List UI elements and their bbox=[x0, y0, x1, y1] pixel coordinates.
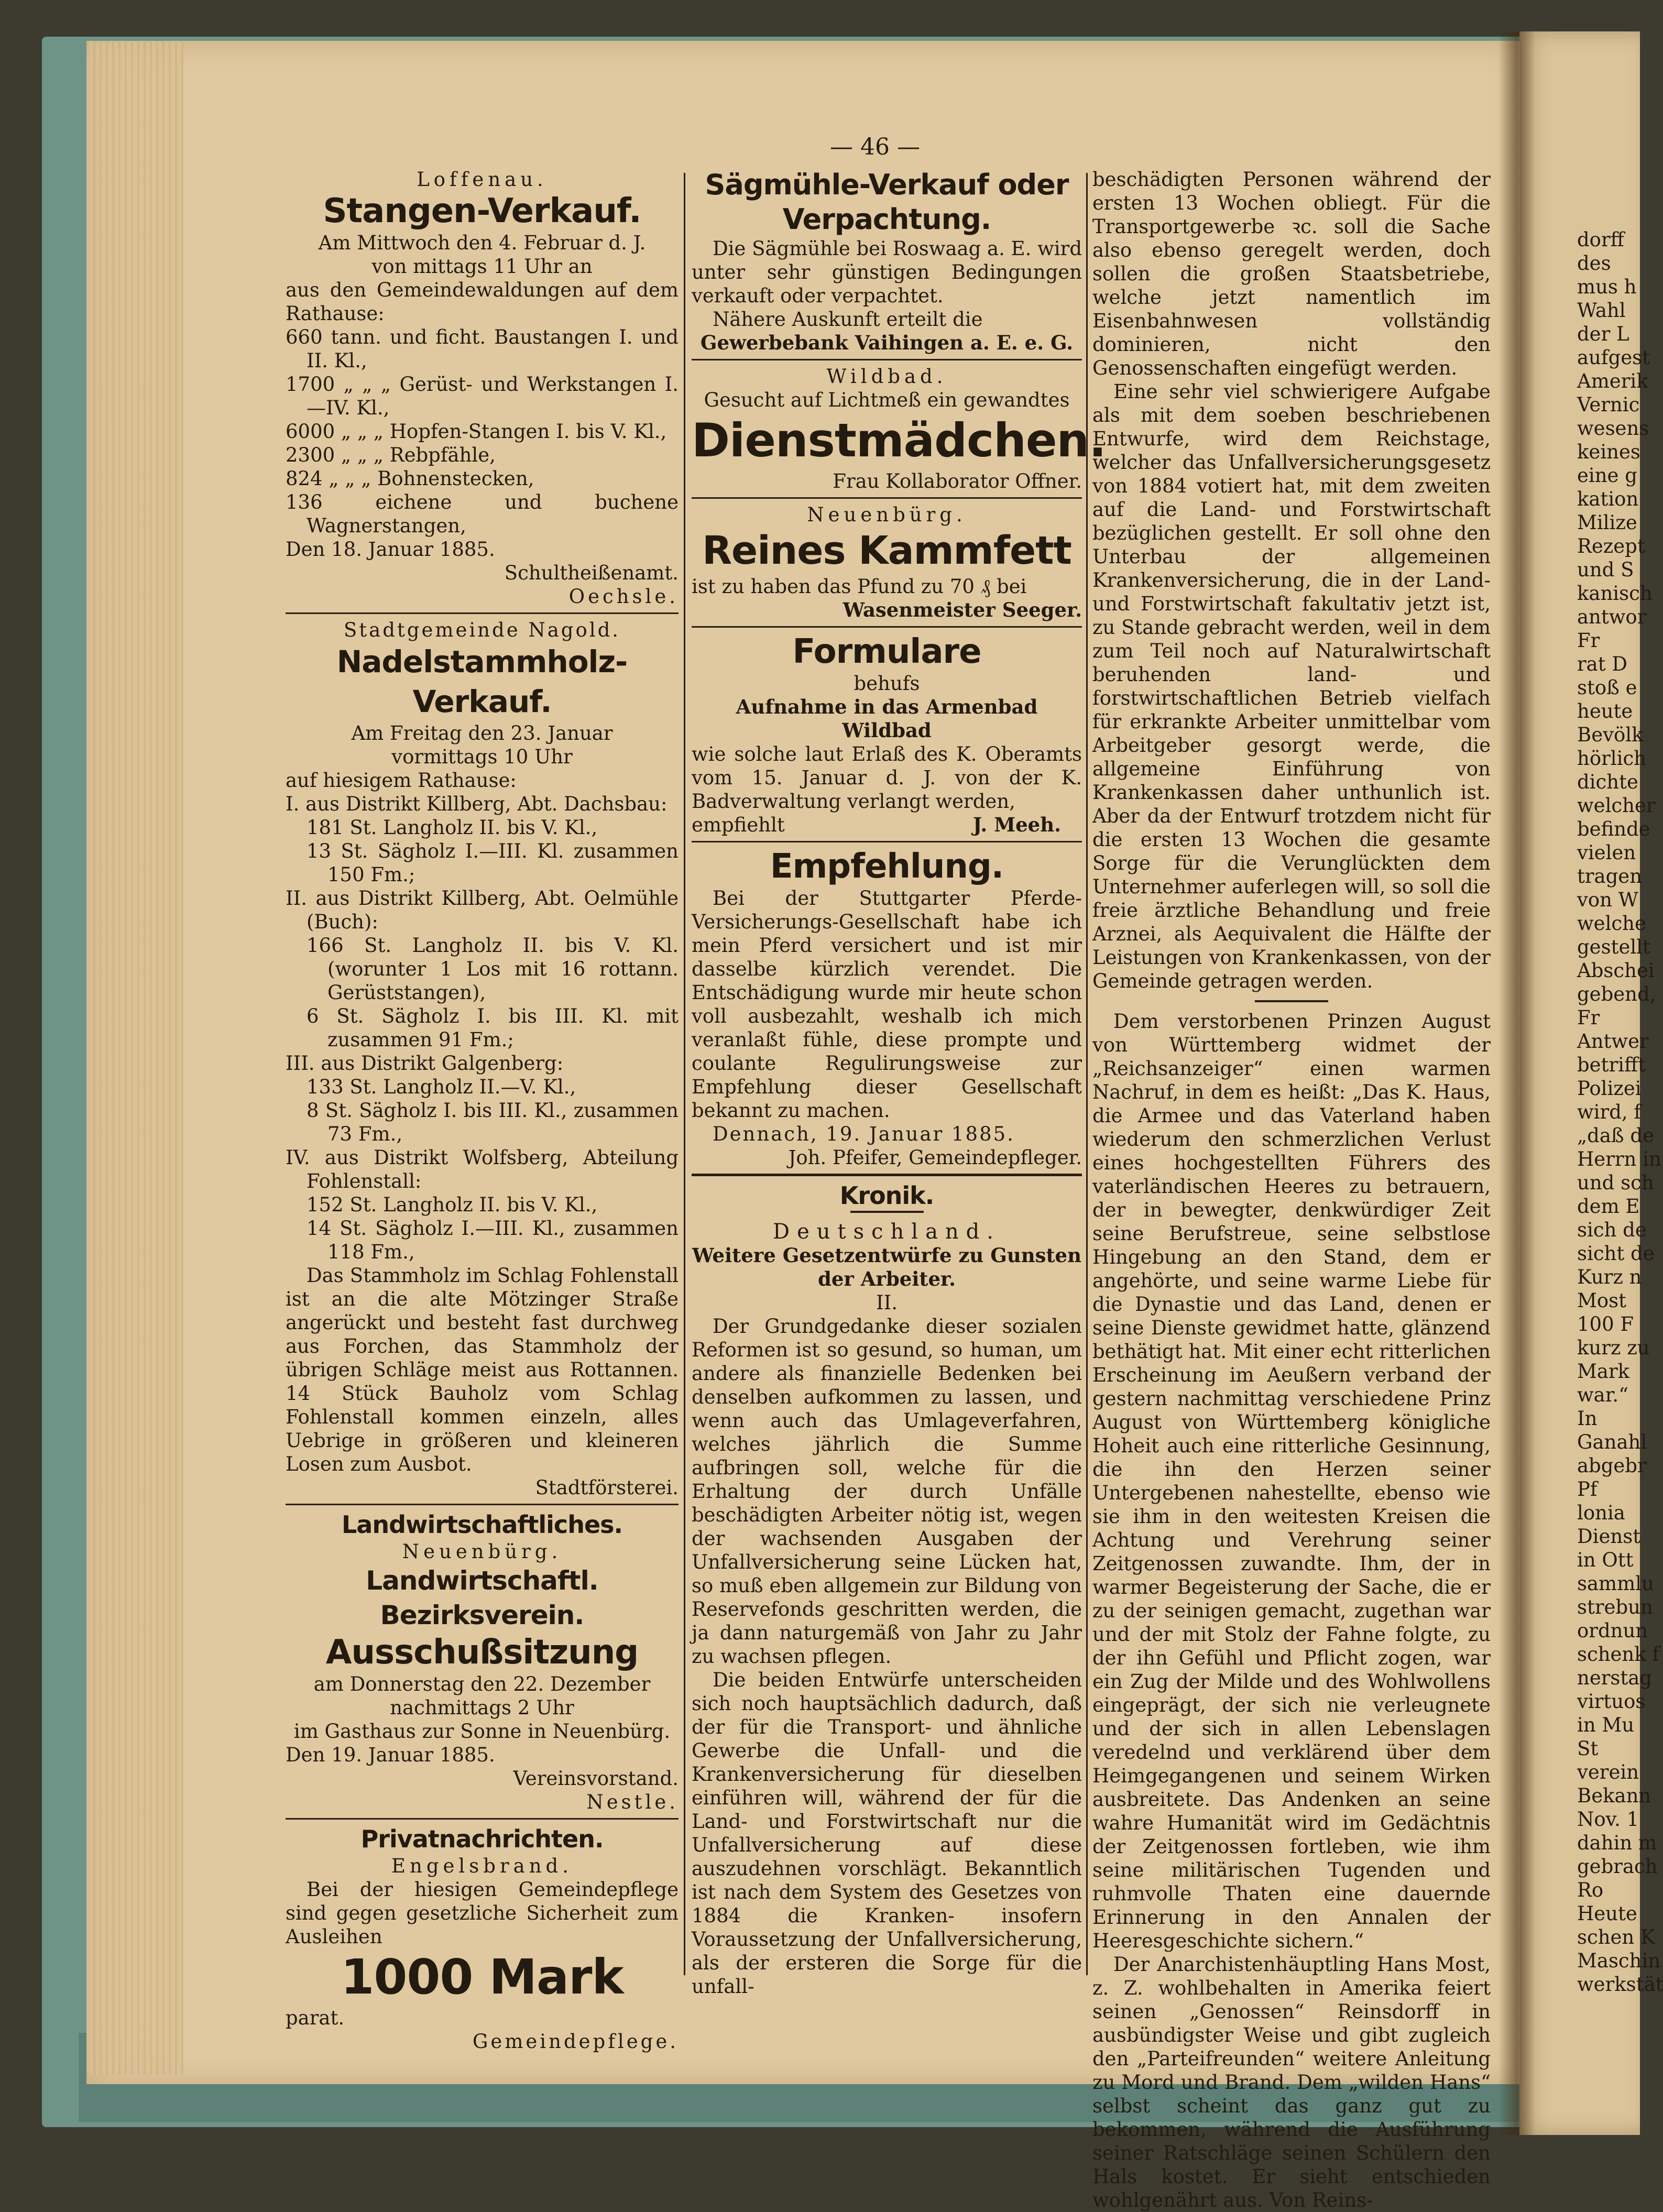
adjacent-page-line: rat D bbox=[1577, 653, 1628, 675]
adjacent-page-line: virtuos bbox=[1577, 1690, 1646, 1713]
page-edges bbox=[89, 42, 183, 2075]
ad-signature: J. Meeh. bbox=[972, 813, 1061, 836]
ad-date: Den 19. Januar 1885. bbox=[286, 1744, 495, 1766]
ad-body: Das Stammholz im Schlag Fohlenstall ist an die alte Mötzinger Straße angerückt und besteht fast durchweg aus Forchen, das Stammholz der übrigen Schläge meist aus Rottannen. 14 Stück Bauholz vom Schlag Fohlenstall kommen einzeln, alles Uebrige in größeren und kleineren Losen zum Ausbot. bbox=[286, 1264, 679, 1475]
divider bbox=[692, 359, 1082, 360]
adjacent-page-line: dorff bbox=[1577, 228, 1624, 251]
adjacent-page-line: gebend, bbox=[1577, 983, 1656, 1005]
ad-item: 152 St. Langholz II. bis V. Kl., bbox=[307, 1193, 598, 1216]
article-paragraph: Die beiden Entwürfe unterscheiden sich noch hauptsächlich dadurch, daß der für die Transport- und ähnliche Gewerbe die Unfall- und die Krankenversicherung für dieselben einführen will, während der für die Land- und Forstwirtschaft nur die Unfallversicherung auf diese auszudehnen vorschlägt. Bekanntlich ist nach dem System des Gesetzes von 1884 die Kranken- insofern Voraussetzung der Unfallversicherung, als der ersteren die Sorge für die unfall- bbox=[692, 1669, 1082, 1998]
adjacent-page-line: wird, f bbox=[1577, 1101, 1642, 1123]
adjacent-page-line: Most bbox=[1577, 1289, 1627, 1312]
adjacent-page-line: vielen bbox=[1577, 841, 1636, 864]
adjacent-page-line: in Ott bbox=[1577, 1549, 1634, 1571]
ad-big-text: Empfehlung. bbox=[770, 847, 1004, 886]
ad-title: Stangen-Verkauf. bbox=[323, 192, 641, 231]
divider bbox=[286, 1504, 679, 1505]
adjacent-page-line: kation bbox=[1577, 488, 1639, 510]
ad-bezirksverein bbox=[286, 1540, 679, 1814]
ad-signature: Vereinsvorstand. bbox=[513, 1767, 679, 1790]
adjacent-page-line: dem E bbox=[1577, 1195, 1640, 1218]
article-kronik bbox=[692, 1180, 1082, 1998]
adjacent-page-line: wesens bbox=[1577, 417, 1649, 440]
ad-item: 660 tann. und ficht. Baustangen I. und II. Kl., bbox=[286, 326, 679, 372]
article-paragraph: Der Grundgedanke dieser sozialen Reformen ist so gesund, so human, um andere als finanzielle Bedenken bei denselben aufkommen zu lassen, und wenn auch das Umlageverfahren, welches jährlich die Summe aufbringen soll, welche für die Erhaltung der durch Unfälle beschädigten Arbeiter nötig ist, wegen der wachsenden Ausgaben der Unfallversicherung seine Lücken hat, so muß eben allgemein zur Bildung von Reservefonds geschritten werden, die ja dann naturgemäß von Jahr zu Jahr zu wachsen pflegen. bbox=[692, 1315, 1082, 1668]
ad-line: Am Mittwoch den 4. Februar d. J. bbox=[318, 232, 646, 254]
ad-formulare bbox=[692, 632, 1082, 837]
adjacent-page-line: Vernic bbox=[1577, 393, 1640, 416]
ad-item: 2300 „ „ „ Rebpfähle, bbox=[286, 444, 496, 466]
adjacent-page-line: Bekann bbox=[1577, 1784, 1651, 1807]
ad-place: Stadtgemeinde Nagold. bbox=[343, 619, 621, 641]
adjacent-page-line: „daß de bbox=[1577, 1124, 1654, 1147]
ad-line: im Gasthaus zur Sonne in Neuenbürg. bbox=[293, 1720, 671, 1743]
adjacent-page-line: Fr bbox=[1577, 629, 1600, 652]
ad-item: 133 St. Langholz II.—V. Kl., bbox=[307, 1076, 576, 1098]
divider bbox=[692, 1174, 1082, 1176]
ad-place: Neuenbürg. bbox=[402, 1540, 562, 1563]
adjacent-page-line: Amerik bbox=[1577, 370, 1648, 392]
ad-signature: Schultheißenamt. bbox=[504, 562, 679, 584]
adjacent-page-line: Polizei bbox=[1577, 1077, 1642, 1100]
ad-signature: Nestle. bbox=[586, 1791, 679, 1813]
ad-body: ist zu haben das Pfund zu 70 ₰ bei bbox=[692, 575, 1027, 598]
adjacent-page-line: Herrn in bbox=[1577, 1148, 1661, 1170]
adjacent-page-line: Kurz n bbox=[1577, 1266, 1642, 1288]
adjacent-page-line: hörlich bbox=[1577, 747, 1647, 770]
ad-line: auf hiesigem Rathause: bbox=[286, 769, 517, 792]
adjacent-page-line: dichte bbox=[1577, 771, 1638, 793]
adjacent-page-line: sicht de bbox=[1577, 1242, 1655, 1265]
adjacent-page-line: ordnun bbox=[1577, 1619, 1648, 1642]
ad-line: nachmittags 2 Uhr bbox=[390, 1696, 574, 1719]
adjacent-page-line: dahin m bbox=[1577, 1832, 1657, 1854]
ad-signature: Stadtförsterei. bbox=[535, 1476, 679, 1499]
ad-dienstmaedchen bbox=[692, 365, 1106, 493]
ad-item: 824 „ „ „ Bohnenstecken, bbox=[286, 467, 534, 490]
adjacent-page-line: befinde bbox=[1577, 818, 1650, 840]
adjacent-page-line: Abschei bbox=[1577, 959, 1655, 982]
adjacent-page-line: von W bbox=[1577, 889, 1638, 911]
adjacent-page-text bbox=[1577, 228, 1663, 1996]
section-heading-kronik: Kronik. bbox=[839, 1181, 934, 1210]
adjacent-page-line: abgebr bbox=[1577, 1454, 1647, 1477]
adjacent-page-line: gebrach bbox=[1577, 1855, 1658, 1878]
ad-item: 13 St. Sägholz I.—III. Kl. zusammen 150 Fm.; bbox=[307, 840, 679, 886]
ad-item: 166 St. Langholz II. bis V. Kl. (worunter 1 Los mit 16 rottann. Gerüststangen), bbox=[307, 934, 679, 1004]
adjacent-page-line: Ro bbox=[1577, 1879, 1604, 1901]
ad-item: 1700 „ „ „ Gerüst- und Werkstangen I.—IV. Kl., bbox=[286, 373, 679, 419]
adjacent-page-line: betrifft bbox=[1577, 1054, 1646, 1076]
ad-date: Dennach, 19. Januar 1885. bbox=[713, 1123, 1015, 1145]
adjacent-page-line: kanisch bbox=[1577, 582, 1653, 605]
ad-title: Nadelstammholz-Verkauf. bbox=[336, 644, 628, 719]
adjacent-page-line: welche bbox=[1577, 912, 1646, 935]
ad-signature: Gemeindepflege. bbox=[472, 2030, 679, 2053]
article-country: Deutschland. bbox=[773, 1220, 1001, 1244]
ad-title: Landwirtschaftl. Bezirksverein. bbox=[366, 1565, 598, 1630]
ad-big-text: Formulare bbox=[792, 632, 981, 671]
ad-place: Wildbad. bbox=[826, 365, 947, 388]
adjacent-page-line: in Mu bbox=[1577, 1714, 1635, 1736]
adjacent-page-line: lonia bbox=[1577, 1502, 1625, 1524]
adjacent-page-line: Wahl bbox=[1577, 299, 1626, 322]
adjacent-page-line: strebun bbox=[1577, 1596, 1653, 1618]
adjacent-page-line: verein bbox=[1577, 1761, 1639, 1783]
adjacent-page-line: und sch bbox=[1577, 1171, 1654, 1194]
adjacent-page-line: eine g bbox=[1577, 464, 1637, 487]
adjacent-page-line: stoß e bbox=[1577, 676, 1637, 699]
ad-line: parat. bbox=[286, 2007, 345, 2029]
ad-item: 6 St. Sägholz I. bis III. Kl. mit zusammen 91 Fm.; bbox=[307, 1005, 679, 1051]
ad-item: IV. aus Distrikt Wolfsberg, Abteilung Fohlenstall: bbox=[286, 1146, 679, 1192]
adjacent-page-line: aufgest bbox=[1577, 346, 1650, 369]
adjacent-page-line: Heute bbox=[1577, 1902, 1637, 1925]
adjacent-page-line: sammlu bbox=[1577, 1572, 1654, 1595]
section-heading-agriculture: Landwirtschaftliches. bbox=[341, 1510, 622, 1539]
adjacent-page-line: war.“ bbox=[1577, 1384, 1629, 1406]
adjacent-page-line: schenk f bbox=[1577, 1643, 1660, 1666]
ad-nadelstammholz bbox=[286, 618, 679, 1499]
ad-line: aus den Gemeindewaldungen auf dem Rathause: bbox=[286, 279, 679, 325]
divider bbox=[286, 612, 679, 614]
ad-signature: Gewerbebank Vaihingen a. E. e. G. bbox=[700, 331, 1074, 354]
section-heading-private: Privatnachrichten. bbox=[360, 1825, 604, 1853]
ad-item: 6000 „ „ „ Hopfen-Stangen I. bis V. Kl., bbox=[286, 420, 667, 443]
ad-line: behufs bbox=[854, 672, 920, 695]
divider bbox=[692, 626, 1082, 628]
ad-line: empfiehlt bbox=[692, 814, 785, 836]
ad-item: 136 eichene und buchene Wagnerstangen, bbox=[286, 491, 679, 537]
ad-body: wie solche laut Erlaß des K. Oberamts vom 15. Januar d. J. von der K. Badverwaltung verlangt werden, bbox=[692, 743, 1082, 813]
adjacent-page-line: Nov. 1 bbox=[1577, 1808, 1639, 1831]
divider bbox=[692, 497, 1082, 499]
adjacent-page-line: heute bbox=[1577, 700, 1633, 722]
book-gutter bbox=[1498, 31, 1535, 2135]
ad-line: vormittags 10 Uhr bbox=[391, 746, 573, 768]
divider bbox=[692, 841, 1082, 842]
divider bbox=[286, 1818, 679, 1820]
adjacent-page-line: keines bbox=[1577, 441, 1640, 463]
ad-big-text: Dienstmädchen. bbox=[692, 413, 1106, 467]
adjacent-page-line: Antwer bbox=[1577, 1030, 1649, 1053]
ad-signature: Wasenmeister Seeger. bbox=[843, 598, 1082, 621]
adjacent-page-line: Mark bbox=[1577, 1360, 1630, 1383]
adjacent-page-line: gestellt bbox=[1577, 936, 1650, 958]
adjacent-page-line: und S bbox=[1577, 559, 1634, 581]
adjacent-page-line: Rezept bbox=[1577, 535, 1645, 557]
article-paragraph: Dem verstorbenen Prinzen August von Württemberg widmet der „Reichsanzeiger“ einen warmen Nachruf, in dem es heißt: „Das K. Haus, die Armee und das Vaterland haben wiederum den schmerzlichen Verlust eines hochgestellten Führers des vaterländischen Heeres zu betrauern, der in bewegter, denkwürdiger Zeit seine Berufstreue, seine selbstlose Hingebung an den Stand, dem er angehörte, und seine warme Liebe für die Dynastie und das Land, denen er seine Dienste gewidmet hatte, glänzend bethätigt hat. Mit einer echt ritterlichen Erscheinung im Aeußern verband der gestern nachmittag verschiedene Prinz August von Württemberg königliche Hoheit auch eine ritterliche Gesinnung, die ihn den Herzen seiner Untergebenen nahestellte, ebenso wie sie ihm in den weitesten Kreisen die Achtung und Verehrung seiner Zeitgenossen zuwandte. Ihm, der in warmer Begeisterung der Sache, die er zu der seinigen gemacht, zugethan war und der mit Stolz der Fahne folgte, zu der ihn Gefühl und Pflicht zogen, war ein Zug der Milde und des Wohlwollens eingeprägt, der sich nie verleugnete und der sich in allen Lebenslagen veredelnd und verklärend über dem Heimgegangenen und seinem Wirken ausbreitete. Das Andenken an seine wahre Humanität wird im Gedächtnis der Zeitgenossen fortleben, wie ihm seine militärischen Tugenden und ruhmvolle Thaten eine dauernde Erinnerung in den Annalen der Heeresgeschichte sichern.“ bbox=[1092, 1010, 1491, 1952]
ad-item: I. aus Distrikt Killberg, Abt. Dachsbau: bbox=[286, 793, 668, 815]
adjacent-page-line: sich de bbox=[1577, 1219, 1647, 1241]
adjacent-page-line: Milize bbox=[1577, 511, 1637, 534]
adjacent-page-line: Ganahl bbox=[1577, 1431, 1647, 1453]
adjacent-page-line: Dienst bbox=[1577, 1525, 1641, 1548]
ad-title: Sägmühle-Verkauf oder Verpachtung. bbox=[705, 168, 1069, 236]
ad-place: Neuenbürg. bbox=[807, 503, 967, 526]
ad-line: Am Freitag den 23. Januar bbox=[351, 722, 613, 744]
adjacent-page-line: werkstät bbox=[1577, 1973, 1663, 1996]
adjacent-page-line: Pf bbox=[1577, 1478, 1598, 1501]
adjacent-page-line: In bbox=[1577, 1407, 1598, 1430]
column-2 bbox=[692, 168, 1106, 1998]
ad-item: 14 St. Sägholz I.—III. Kl., zusammen 118 Fm., bbox=[307, 1217, 679, 1263]
ad-item: 8 St. Sägholz I. bis III. Kl., zusammen 73 Fm., bbox=[307, 1099, 679, 1145]
ad-big-text: 1000 Mark bbox=[341, 1949, 623, 2005]
column-1 bbox=[286, 168, 679, 2053]
ad-place: Engelsbrand. bbox=[391, 1855, 573, 1877]
adjacent-page-line: kurz zu bbox=[1577, 1337, 1650, 1359]
adjacent-page-line: Bevölk bbox=[1577, 724, 1644, 746]
ad-saegmuehle bbox=[692, 168, 1082, 355]
article-paragraph: Eine sehr viel schwierigere Aufgabe als mit dem soeben beschriebenen Entwurfe, wird dem Reichstage, welcher das Unfallversicherungsgesetz von 1884 votiert hat, mit dem zweiten auf die Land- und Forstwirtschaft bezüglichen gestellt. Er soll ohne den Unterbau der allgemeinen Krankenversicherung, die in der Land- und Forstwirtschaft fakultativ jetzt ist, zu Stande gebracht werden, weil in dem zum Teil noch auf Naturalwirtschaft beruhenden land- und forstwirtschaftlichen Betrieb vielfach für erkrankte Arbeiter unmittelbar vom Arbeitgeber gesorgt werde, die allgemeine Einführung von Krankenkassen daher unthunlich ist. Aber da der Entwurf trotzdem nicht für die ersten 13 Wochen die gesamte Sorge für die Verunglückten dem Unternehmer auferlegen will, so soll die freie ärztliche Behandlung und freie Arznei, als Aequivalent die Hälfte der Leistungen von Krankenkassen, von der Gemeinde getragen werden. bbox=[1092, 380, 1491, 992]
ad-item: 181 St. Langholz II. bis V. Kl., bbox=[307, 816, 598, 839]
column-rule bbox=[684, 173, 685, 1975]
ad-stangen-verkauf bbox=[286, 168, 679, 608]
short-rule bbox=[850, 1211, 924, 1213]
ad-line: von mittags 11 Uhr an bbox=[371, 255, 593, 278]
adjacent-page-line: 100 F bbox=[1577, 1313, 1634, 1335]
ad-item: III. aus Distrikt Galgenberg: bbox=[286, 1052, 564, 1075]
ad-body: Bei der Stuttgarter Pferde-Versicherungs-Gesellschaft habe ich mein Pferd versichert und ist mir dasselbe kürzlich verendet. Die Entschädigung wurde mir heute schon voll ausbezahlt, weshalb ich mich veranlaßt fühle, diese prompte und coulante Regulirungsweise zur Empfehlung dieser Gesellschaft bekannt zu machen. bbox=[692, 887, 1082, 1122]
adjacent-page-line: Maschin bbox=[1577, 1950, 1661, 1972]
ad-empfehlung bbox=[692, 847, 1082, 1169]
ad-signature: Joh. Pfeifer, Gemeindepfleger. bbox=[788, 1146, 1082, 1169]
ad-signature: Frau Kollaborator Offner. bbox=[833, 470, 1082, 492]
ad-kammfett bbox=[692, 503, 1082, 622]
ad-1000-mark bbox=[286, 1854, 679, 2053]
ad-body: Die Sägmühle bei Roswaag a. E. wird unter sehr günstigen Bedingungen verkauft oder verpachtet. bbox=[692, 237, 1082, 307]
short-rule bbox=[1255, 1000, 1328, 1002]
article-paragraph: Der Anarchistenhäuptling Hans Most, z. Z. wohlbehalten in Amerika feiert seinen „Genossen“ Reinsdorff in ausbündigster Weise und gibt zugleich den „Parteifreunden“ weitere Anleitung zu Mord und Brand. Dem „wilden Hans“ selbst scheint das ganz gut zu bekommen, während die Ausführung seiner Ratschläge seinen Schülern den Hals kostet. Er sieht entschieden wohlgenährt aus. Von Reins- bbox=[1092, 1953, 1491, 2211]
adjacent-page-line: welcher bbox=[1577, 794, 1656, 817]
adjacent-page-line: Fr bbox=[1577, 1006, 1600, 1029]
ad-footer-row bbox=[692, 813, 1082, 837]
column-3 bbox=[1092, 168, 1491, 2212]
ad-body: Bei der hiesigen Gemeindepflege sind gegen gesetzliche Sicherheit zum Ausleihen bbox=[286, 1878, 679, 1948]
article-paragraph: beschädigten Personen während der ersten 13 Wochen obliegt. Für die Transportgewerbe ꝛc. soll die Sache also ebenso geregelt werden, doch sollen die großen Staatsbetriebe, welche jetzt namentlich im Eisenbahnwesen vollständig dominieren, nicht den Genossenschaften eingefügt werden. bbox=[1092, 168, 1491, 379]
ad-item: II. aus Distrikt Killberg, Abt. Oelmühle (Buch): bbox=[286, 887, 679, 933]
article-title: Weitere Gesetzentwürfe zu Gunsten der Arbeiter. bbox=[692, 1244, 1081, 1290]
ad-signature: Oechsle. bbox=[568, 585, 679, 608]
adjacent-page-line: mus h bbox=[1577, 276, 1637, 298]
adjacent-page-line: nerstag bbox=[1577, 1667, 1653, 1689]
adjacent-page-line: des bbox=[1577, 252, 1611, 275]
adjacent-page-line: der L bbox=[1577, 323, 1629, 345]
ad-subtitle: Ausschußsitzung bbox=[325, 1633, 639, 1672]
ad-date: Den 18. Januar 1885. bbox=[286, 538, 495, 561]
ad-line: am Donnerstag den 22. Dezember bbox=[313, 1673, 651, 1695]
article-part: II. bbox=[876, 1291, 898, 1314]
adjacent-page-line: schen K bbox=[1577, 1926, 1655, 1948]
ad-place: Loffenau. bbox=[417, 168, 548, 191]
adjacent-page bbox=[1519, 31, 1663, 2135]
ad-line: Gesucht auf Lichtmeß ein gewandtes bbox=[704, 389, 1070, 411]
ad-line: Aufnahme in das Armenbad Wildbad bbox=[736, 695, 1038, 742]
ad-line: Nähere Auskunft erteilt die bbox=[713, 308, 983, 331]
adjacent-page-line: St bbox=[1577, 1737, 1599, 1760]
adjacent-page-line: tragen bbox=[1577, 865, 1643, 888]
adjacent-page-line: antwor bbox=[1577, 606, 1647, 628]
page-number: — 46 — bbox=[830, 134, 920, 160]
ad-big-text: Reines Kammfett bbox=[702, 528, 1071, 573]
